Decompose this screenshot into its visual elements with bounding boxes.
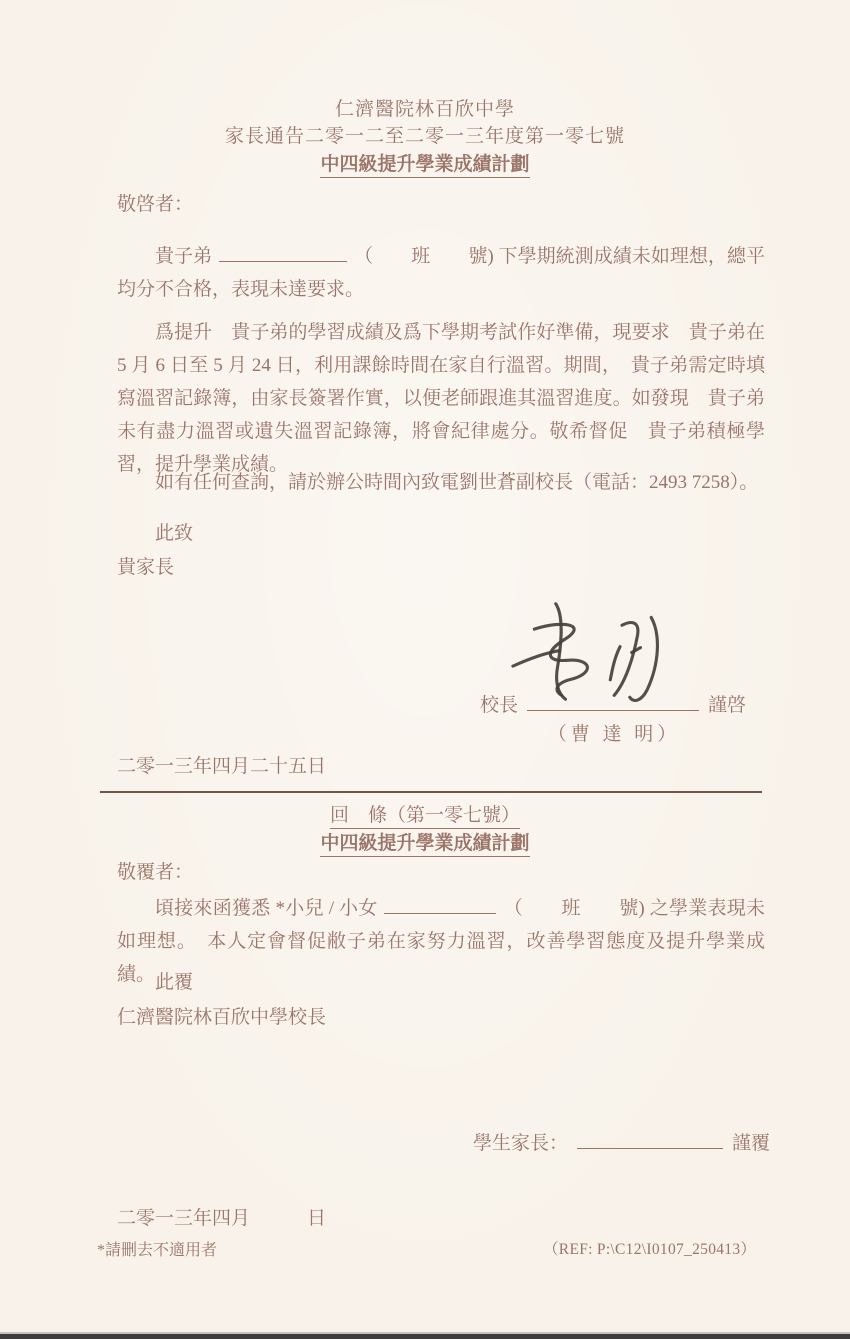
scan-bottom-edge bbox=[0, 1334, 850, 1339]
reply-closing-phrase: 此覆 bbox=[155, 972, 194, 993]
letter-recipient: 貴家長 bbox=[117, 557, 175, 578]
parent-signature-label: 學生家長： bbox=[473, 1133, 569, 1154]
principal-label: 校長 bbox=[480, 695, 519, 716]
principal-signature-row bbox=[480, 690, 746, 717]
reply-salutation: 敬覆者： bbox=[117, 862, 194, 883]
principal-name: （曹 達 明） bbox=[547, 724, 681, 745]
paragraph-1-rest: 下學期統測成績未如理想，總平均分不合格，表現未達要求。 bbox=[117, 246, 765, 300]
letter-title bbox=[0, 149, 850, 176]
parent-signature-row bbox=[473, 1128, 770, 1155]
reply-paragraph-rest: 之學業表現未如理想。 本人定會督促敝子弟在家努力溫習，改善學習態度及提升學業成績。 bbox=[117, 898, 765, 985]
letter-paragraph-2: 爲提升 貴子弟的學習成績及爲下學期考試作好準備，現要求 貴子弟在 5 月 6 日至 5 月 24 日，利用課餘時間在家自行溫習。期間， 貴子弟需定時填寫溫習記錄簿，由家長簽署作實，以便老師跟進其溫習進度。如發現 貴子弟未有盡力溫習或遺失溫習記錄簿，將會紀律處分。敬希督促 貴子弟積極學習，提升學業成績。 bbox=[117, 322, 765, 475]
letter-salutation: 敬啓者： bbox=[117, 194, 194, 215]
paragraph-1-lead: 貴子弟 bbox=[155, 246, 213, 267]
reply-slip-title bbox=[0, 800, 850, 827]
principal-closing: 謹啓 bbox=[708, 695, 747, 716]
letter-paragraph-1 bbox=[117, 240, 765, 306]
letter-closing-phrase: 此致 bbox=[155, 523, 194, 544]
child-name-blank bbox=[384, 896, 496, 914]
reply-slip-subtitle-text: 中四級提升學業成績計劃 bbox=[320, 833, 529, 857]
reply-slip-subtitle bbox=[0, 828, 850, 855]
principal-signature-line bbox=[527, 693, 699, 711]
reply-slip-title-text: 回 條（第一零七號） bbox=[330, 805, 520, 829]
letter-paragraph-3: 如有任何查詢，請於辦公時間內致電劉世蒼副校長（電話：2493 7258）。 bbox=[155, 472, 759, 493]
reply-recipient: 仁濟醫院林百欣中學校長 bbox=[117, 1007, 327, 1028]
reply-paragraph-lead: 頃接來函獲悉 *小兒 / 小女 bbox=[155, 898, 378, 919]
letter-title-text: 中四級提升學業成績計劃 bbox=[320, 154, 529, 178]
notice-number: 家長通告二零一二至二零一三年度第一零七號 bbox=[224, 126, 625, 147]
reply-date: 二零一三年四月 日 bbox=[117, 1208, 327, 1229]
parent-closing: 謹覆 bbox=[732, 1133, 771, 1154]
reply-class-number-field: （ 班 號) bbox=[503, 898, 645, 919]
school-name: 仁濟醫院林百欣中學 bbox=[334, 99, 515, 120]
reply-paragraph bbox=[117, 892, 765, 991]
letter-date: 二零一三年四月二十五日 bbox=[117, 756, 327, 777]
parent-signature-line bbox=[577, 1131, 723, 1149]
class-number-field: （ 班 號) bbox=[354, 246, 494, 267]
reference-number: （REF: P:\C12\I0107_250413） bbox=[543, 1241, 757, 1258]
divider-line bbox=[100, 791, 762, 793]
delete-as-appropriate-note: *請刪去不適用者 bbox=[97, 1242, 218, 1259]
student-name-blank bbox=[219, 244, 347, 262]
